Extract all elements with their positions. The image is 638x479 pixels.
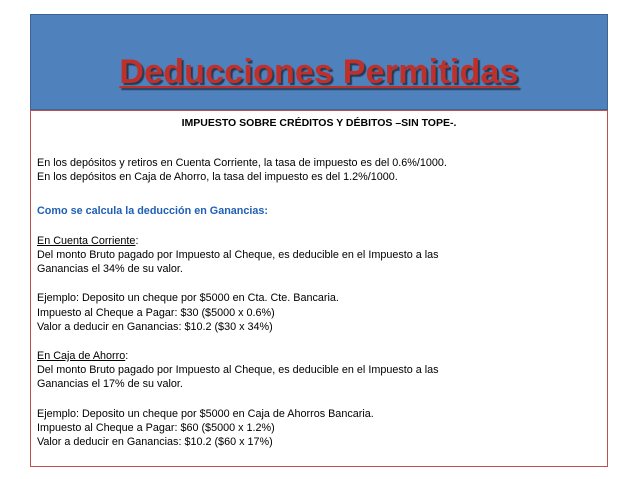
intro-line-2: En los depósitos en Caja de Ahorro, la tasa del impuesto es del 1.2%/1000.: [37, 171, 398, 183]
caja-ahorro-example-1: Ejemplo: Deposito un cheque por $5000 en Caja de Ahorros Bancaria.: [37, 408, 374, 420]
section-subtitle: IMPUESTO SOBRE CRÉDITOS Y DÉBITOS –SIN TOPE-.: [181, 117, 457, 129]
cuenta-corriente-line-2: Ganancias el 34% de su valor.: [37, 263, 183, 275]
caja-ahorro-heading: En Caja de Ahorro: [37, 350, 126, 362]
title-banner: [30, 14, 608, 110]
content-panel: [30, 110, 608, 467]
intro-line-1: En los depósitos y retiros en Cuenta Corriente, la tasa de impuesto es del 0.6%/1000.: [37, 157, 447, 169]
caja-ahorro-example-2: Impuesto al Cheque a Pagar: $60 ($5000 x 1.2%): [37, 422, 275, 434]
cuenta-corriente-example-2: Impuesto al Cheque a Pagar: $30 ($5000 x 0.6%): [37, 307, 275, 319]
cuenta-corriente-example-3: Valor a deducir en Ganancias: $10.2 ($30 x 34%): [37, 321, 273, 333]
slide-title: Deducciones Permitidas: [119, 53, 519, 91]
caja-ahorro-example-3: Valor a deducir en Ganancias: $10.2 ($60 x 17%): [37, 436, 273, 448]
caja-ahorro-line-1: Del monto Bruto pagado por Impuesto al Cheque, es deducible en el Impuesto a las: [37, 364, 439, 376]
cuenta-corriente-heading: En Cuenta Corriente: [37, 235, 136, 247]
cuenta-corriente-example-1: Ejemplo: Deposito un cheque por $5000 en Cta. Cte. Bancaria.: [37, 292, 339, 304]
caja-ahorro-colon: :: [125, 350, 129, 362]
cuenta-corriente-line-1: Del monto Bruto pagado por Impuesto al Cheque, es deducible en el Impuesto a las: [37, 249, 439, 261]
caja-ahorro-line-2: Ganancias el 17% de su valor.: [37, 378, 183, 390]
how-heading: Como se calcula la deducción en Ganancias:: [37, 205, 269, 217]
caja-ahorro-heading-line: [37, 349, 128, 363]
cuenta-corriente-heading-line: [37, 234, 138, 248]
cuenta-corriente-colon: :: [135, 235, 139, 247]
